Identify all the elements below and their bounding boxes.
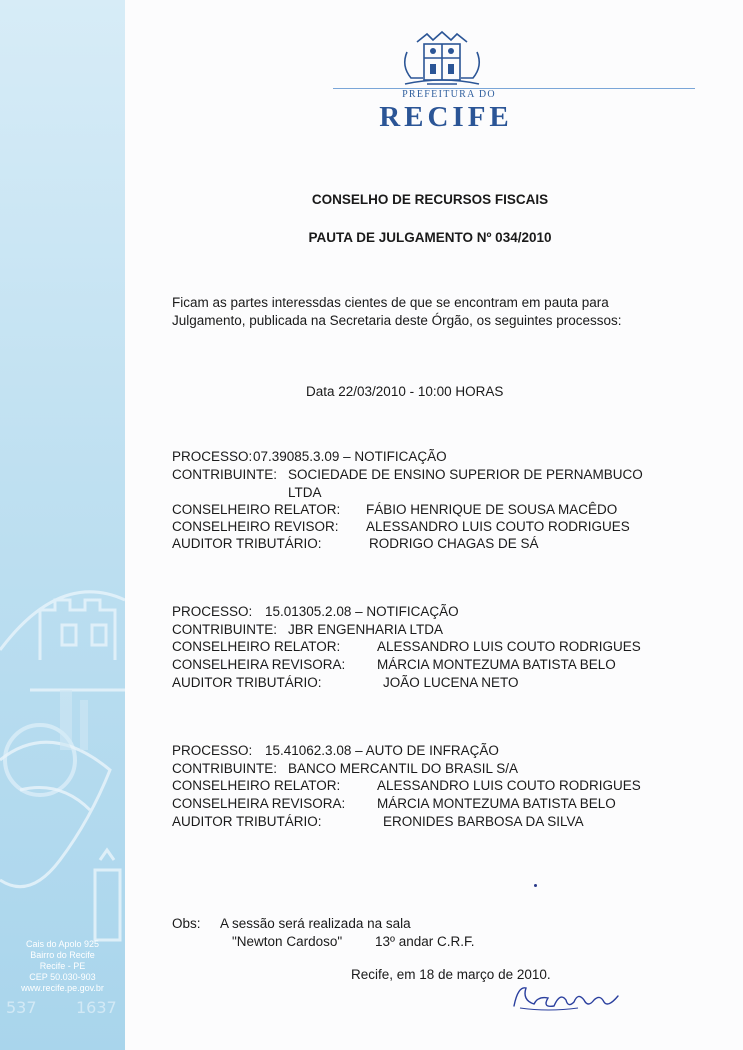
revisor-label: CONSELHEIRA REVISORA: [172, 796, 346, 811]
relator-value: ALESSANDRO LUIS COUTO RODRIGUES [377, 639, 641, 654]
year-label: 1637 [76, 998, 117, 1017]
obs-room: "Newton Cardoso" [232, 934, 343, 949]
revisor-label: CONSELHEIRA REVISORA: [172, 657, 346, 672]
date-place: Recife, em 18 de março de 2010. [351, 967, 551, 982]
handwritten-signature-icon [508, 978, 628, 1014]
left-sidebar-band [0, 0, 125, 1050]
recife-coat-of-arms-icon [397, 28, 487, 88]
obs-line: A sessão será realizada na sala [220, 916, 411, 931]
letterhead-line1: PREFEITURA DO [402, 89, 496, 100]
auditor-label: AUDITOR TRIBUTÁRIO: [172, 814, 322, 829]
relator-label: CONSELHEIRO RELATOR: [172, 778, 341, 793]
address-line: Bairro do Recife [30, 950, 95, 960]
relator-value: ALESSANDRO LUIS COUTO RODRIGUES [377, 778, 641, 793]
processo-value: 15.01305.2.08 – NOTIFICAÇÃO [265, 604, 459, 619]
pauta-title: PAUTA DE JULGAMENTO Nº 034/2010 [308, 230, 552, 245]
auditor-value: JOÃO LUCENA NETO [383, 675, 519, 690]
contribuinte-label: CONTRIBUINTE: [172, 622, 278, 637]
address-line: Recife - PE [39, 961, 86, 971]
contribuinte-value-cont: LTDA [288, 485, 322, 500]
contribuinte-label: CONTRIBUINTE: [172, 467, 278, 482]
processo-value: 15.41062.3.08 – AUTO DE INFRAÇÃO [265, 743, 499, 758]
relator-label: CONSELHEIRO RELATOR: [172, 502, 341, 517]
revisor-label: CONSELHEIRO REVISOR: [172, 519, 339, 534]
relator-value: FÁBIO HENRIQUE DE SOUSA MACÊDO [366, 502, 618, 517]
auditor-value: ERONIDES BARBOSA DA SILVA [383, 814, 584, 829]
contribuinte-value: JBR ENGENHARIA LTDA [288, 622, 444, 637]
revisor-value: MÁRCIA MONTEZUMA BATISTA BELO [377, 657, 616, 672]
address-line: CEP 50.030-903 [29, 972, 96, 982]
intro-line: Julgamento, publicada na Secretaria deste Órgão, os seguintes processos: [172, 313, 622, 328]
contribuinte-value: BANCO MERCANTIL DO BRASIL S/A [288, 761, 519, 776]
address-website: www.recife.pe.gov.br [21, 983, 104, 993]
address-line: Cais do Apolo 925 [25, 939, 100, 949]
obs-floor: 13º andar C.R.F. [375, 934, 475, 949]
processo-label: PROCESSO: [172, 449, 253, 464]
intro-line: Ficam as partes interessdas cientes de que se encontram em pauta para [172, 295, 609, 310]
revisor-value: MÁRCIA MONTEZUMA BATISTA BELO [377, 796, 616, 811]
processo-value: 07.39085.3.09 – NOTIFICAÇÃO [253, 449, 447, 464]
relator-label: CONSELHEIRO RELATOR: [172, 639, 341, 654]
auditor-value: RODRIGO CHAGAS DE SÁ [369, 536, 539, 551]
processo-label: PROCESSO: [172, 743, 253, 758]
contribuinte-label: CONTRIBUINTE: [172, 761, 278, 776]
org-title: CONSELHO DE RECURSOS FISCAIS [311, 192, 549, 207]
year-label: 537 [6, 998, 37, 1017]
letterhead-city: RECIFE [379, 101, 513, 133]
processo-label: PROCESSO: [172, 604, 253, 619]
auditor-label: AUDITOR TRIBUTÁRIO: [172, 536, 322, 551]
sidebar-address [0, 939, 125, 994]
fortress-watermark-icon [0, 0, 125, 1050]
session-date: Data 22/03/2010 - 10:00 HORAS [306, 384, 504, 399]
auditor-label: AUDITOR TRIBUTÁRIO: [172, 675, 322, 690]
obs-label: Obs: [172, 916, 201, 931]
contribuinte-value: SOCIEDADE DE ENSINO SUPERIOR DE PERNAMBUCO [288, 467, 643, 482]
revisor-value: ALESSANDRO LUIS COUTO RODRIGUES [366, 519, 630, 534]
ink-dot [534, 884, 537, 887]
